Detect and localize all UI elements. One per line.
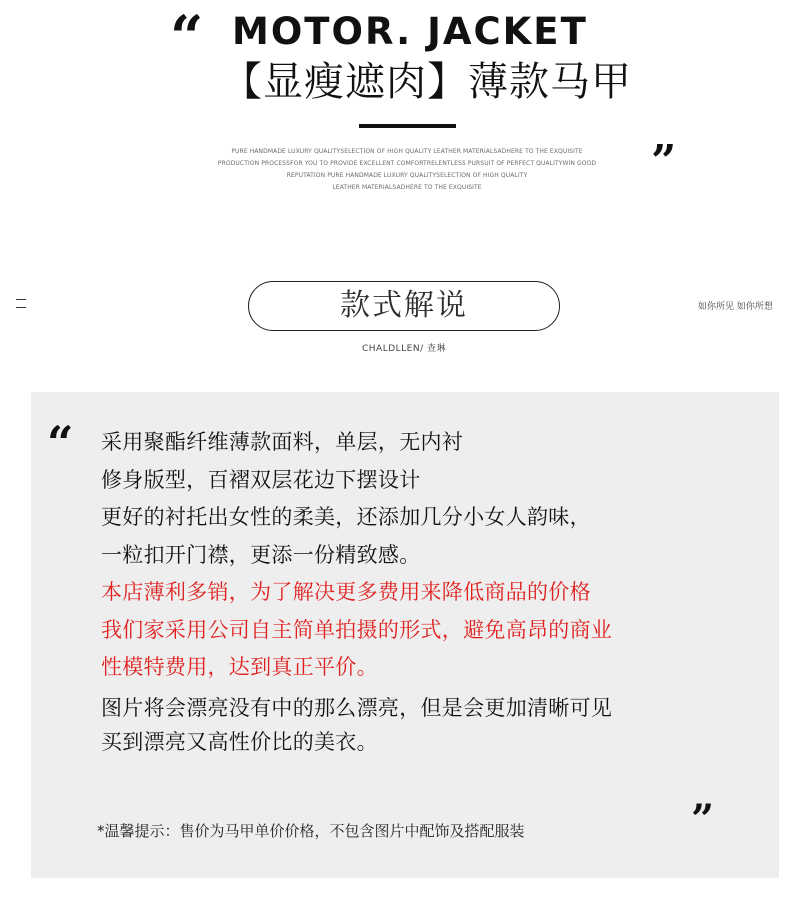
tagline-line: PURE HANDMADE LUXURY QUALITYSELECTION OF HIGH QUALITY LEATHER MATERIALSADHERE TO THE EXQUISITE bbox=[231, 148, 583, 155]
description-line bbox=[101, 687, 761, 725]
section-subtitle: CHALDLLEN/ 查琳 bbox=[362, 344, 446, 354]
open-quote-mark: “ bbox=[170, 3, 204, 71]
description-line: 买到漂亮又高性价比的美衣。 bbox=[101, 730, 378, 754]
menu-lines-icon bbox=[16, 299, 26, 309]
tagline-line: PRODUCTION PROCESSFOR YOU TO PROVIDE EXCELLENT COMFORTRELENTLESS PURSUIT OF PERFECT QUALITYWIN GOOD bbox=[217, 160, 597, 167]
footnote: *温馨提示：售价为马甲单价价格，不包含图片中配饰及搭配服装 bbox=[97, 822, 525, 840]
description-line: 修身版型，百褶双层花边下摆设计 bbox=[101, 467, 421, 492]
description-line: 一粒扣开门襟，更添一份精致感。 bbox=[101, 542, 421, 567]
tagline-line: REPUTATION PURE HANDMADE LUXURY QUALITYSELECTION OF HIGH QUALITY bbox=[286, 172, 528, 179]
title-english: MOTOR. JACKET bbox=[232, 10, 588, 53]
tagline bbox=[160, 146, 654, 194]
side-note: 如你所见 如你所想 bbox=[698, 302, 773, 312]
section-title-pill bbox=[248, 281, 560, 331]
description-line-highlight: 性模特费用，达到真正平价。 bbox=[101, 655, 378, 679]
tagline-line: LEATHER MATERIALSADHERE TO THE EXQUISITE bbox=[332, 184, 482, 191]
title-chinese: 【显瘦遮肉】薄款马甲 bbox=[222, 59, 632, 105]
description-line-highlight: 本店薄利多销，为了解决更多费用来降低商品的价格 bbox=[101, 580, 591, 604]
open-quote-mark: “ bbox=[47, 416, 74, 470]
close-quote-mark: ” bbox=[691, 796, 715, 843]
description-line-text: 图片将会漂亮没有中的那么漂亮，但是会更加清晰可见 bbox=[101, 695, 613, 720]
section-title: 款式解说 bbox=[340, 288, 468, 323]
close-quote-mark: ” bbox=[651, 136, 677, 187]
description-text bbox=[101, 424, 761, 762]
description-line: 采用聚酯纤维薄款面料，单层，无内衬 bbox=[101, 430, 464, 454]
title-divider bbox=[359, 124, 456, 128]
description-line: 更好的衬托出女性的柔美，还添加几分小女人韵味， bbox=[101, 505, 591, 529]
description-line-highlight: 我们家采用公司自主简单拍摄的形式，避免高昂的商业 bbox=[101, 617, 613, 642]
